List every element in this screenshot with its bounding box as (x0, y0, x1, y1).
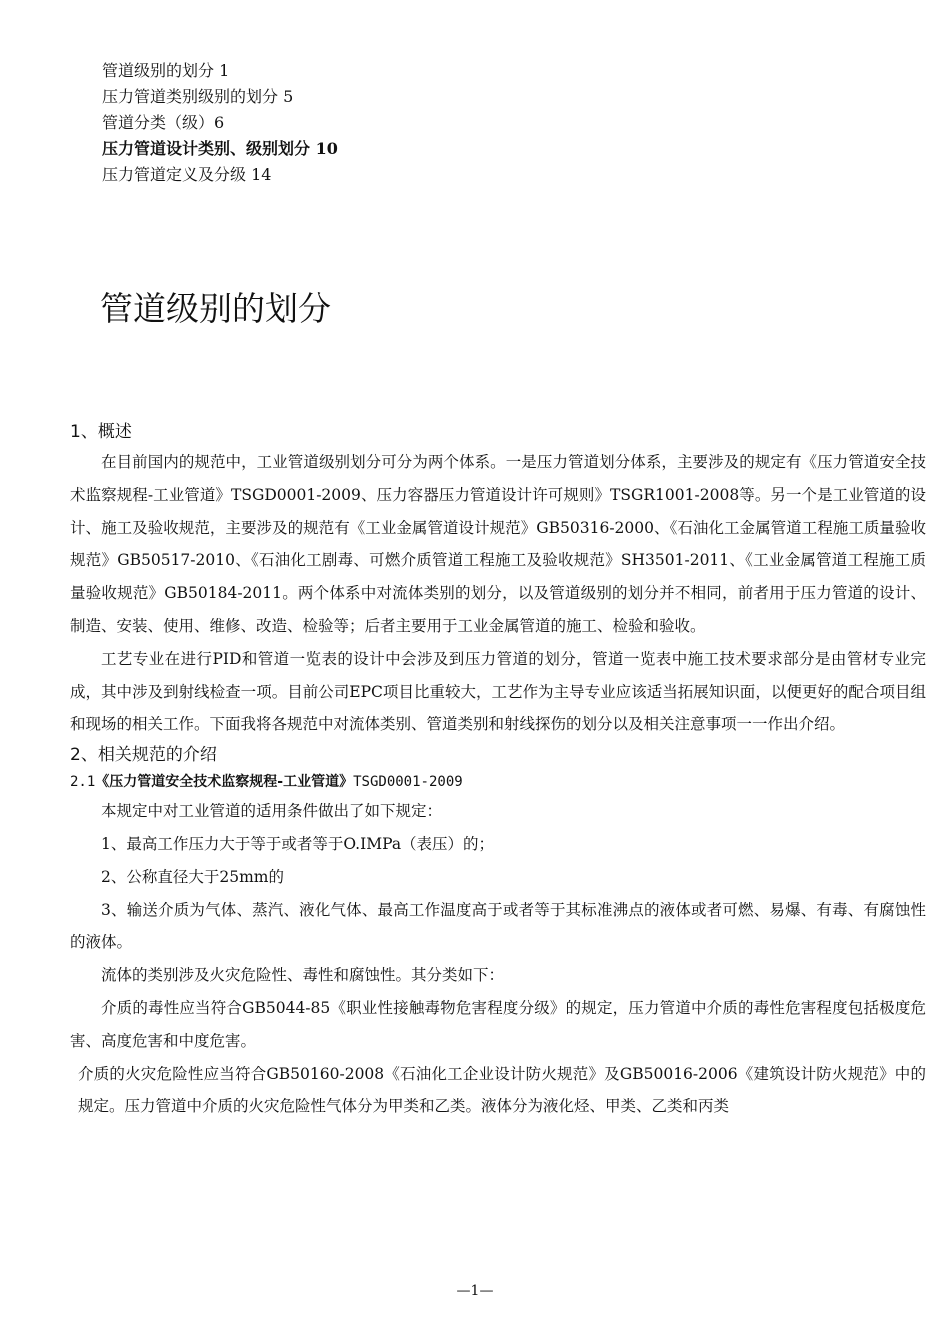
section-title-overview: 1、概述 (70, 422, 132, 442)
subsection-title (70, 769, 926, 795)
paragraph: 流体的类别涉及火灾危险性、毒性和腐蚀性。其分类如下： (101, 966, 505, 985)
paragraph: 2、公称直径大于25mm的 (101, 867, 284, 886)
paragraph: 介质的火灾危险性应当符合GB50160-2008《石油化工企业设计防火规范》及GB50016-2006《建筑设计防火规范》中的规定。压力管道中介质的火灾危险性气体分为甲类和乙类。液体分为液化烃、甲类、乙类和丙类 (78, 1064, 926, 1116)
toc-item[interactable]: 管道级别的划分 1 (102, 61, 230, 80)
paragraph: 3、输送介质为气体、蒸汽、液化气体、最高工作温度高于或者等于其标准沸点的液体或者可燃、易爆、有毒、有腐蚀性的液体。 (70, 900, 926, 952)
paragraph: 在目前国内的规范中，工业管道级别划分可分为两个体系。一是压力管道划分体系，主要涉及的规定有《压力管道安全技术监察规程-工业管道》TSGD0001-2009、压力容器压力管道设计许可规则》TSGR1001-2008等。另一个是工业管道的设计、施工及验收规范，主要涉及的规范有《工业金属管道设计规范》GB50316-2000、《石油化工金属管道工程施工质量验收规范》GB50517-2010、《石油化工剧毒、可燃介质管道工程施工及验收规范》SH3501-2011、《工业金属管道工程施工质量验收规范》GB50184-2011。两个体系中对流体类别的划分，以及管道级别的划分并不相同，前者用于压力管道的设计、制造、安装、使用、维修、改造、检验等；后者主要用于工业金属管道的施工、检验和验收。 (70, 453, 926, 635)
toc-item[interactable]: 管道分类（级）6 (102, 113, 225, 132)
subsection-code: TSGD0001-2009 (353, 774, 463, 791)
section-title-specs: 2、相关规范的介绍 (70, 745, 217, 766)
subsection-number: 2.1 (70, 774, 96, 791)
toc-item[interactable]: 压力管道设计类别、级别划分 10 (102, 139, 338, 158)
subsection-name: 《压力管道安全技术监察规程-工业管道》 (95, 774, 354, 791)
paragraph: 工艺专业在进行PID和管道一览表的设计中会涉及到压力管道的划分，管道一览表中施工技术要求部分是由管材专业完成，其中涉及到射线检查一项。目前公司EPC项目比重较大，工艺作为主导专业应该适当拓展知识面，以便更好的配合项目组和现场的相关工作。下面我将各规范中对流体类别、管道类别和射线探伤的划分以及相关注意事项一一作出介绍。 (70, 649, 926, 734)
document-body (70, 418, 926, 1123)
toc-item[interactable]: 压力管道类别级别的划分 5 (102, 87, 294, 106)
table-of-contents (102, 58, 338, 188)
paragraph: 1、最高工作压力大于等于或者等于O.IMPa（表压）的； (101, 834, 495, 853)
paragraph: 本规定中对工业管道的适用条件做出了如下规定： (101, 802, 443, 821)
toc-item[interactable]: 压力管道定义及分级 14 (102, 165, 272, 184)
chapter-heading: 管道级别的划分 (100, 289, 331, 328)
page-number: —1— (456, 1283, 494, 1299)
paragraph: 介质的毒性应当符合GB5044-85《职业性接触毒物危害程度分级》的规定，压力管道中介质的毒性危害程度包括极度危害、高度危害和中度危害。 (70, 998, 926, 1050)
